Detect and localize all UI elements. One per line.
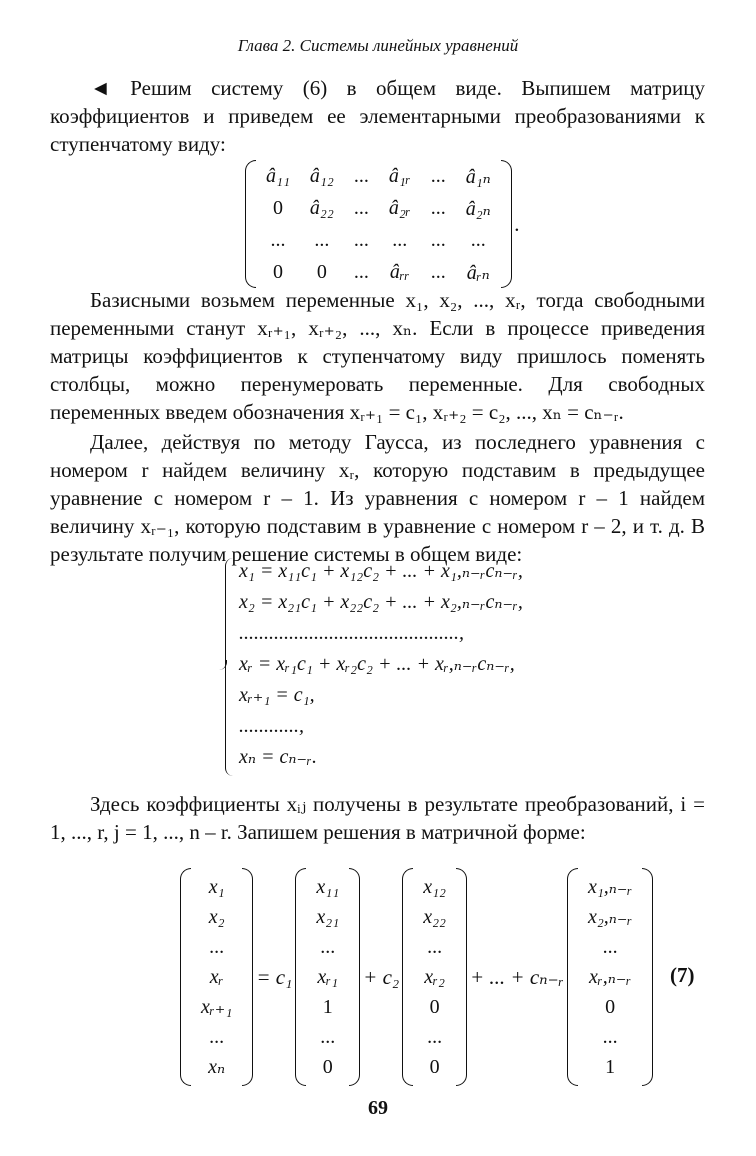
matrix-cell: ... bbox=[430, 228, 446, 251]
matrix-cell: ... bbox=[430, 260, 446, 283]
system-line: x₂ = x₂₁c₁ + x₂₂c₂ + ... + x₂,ₙ₋ᵣcₙ₋ᵣ, bbox=[239, 591, 523, 613]
matrix-cell: â₂ₙ bbox=[465, 197, 491, 220]
paragraph-coefficients bbox=[50, 790, 705, 846]
matrix-cell: 0 bbox=[272, 260, 283, 283]
vector-entry: 0 bbox=[429, 1056, 440, 1078]
matrix-cell: ... bbox=[353, 260, 369, 283]
vector-entry: 1 bbox=[322, 996, 333, 1018]
matrix-row bbox=[256, 256, 501, 288]
lhs-column-vector bbox=[180, 868, 253, 1086]
matrix-cell: ... bbox=[270, 228, 286, 251]
matrix-cell: ... bbox=[430, 196, 446, 219]
paragraph-gauss-text: Далее, действуя по методу Гаусса, из последнего уравнения с номером r найдем величину xᵣ, которую подставим в предыдущее уравнение с номером r – 1. Из уравнения с номером r – 1 найдем величину xᵣ₋₁, которую подставим в уравнение с номером r – 2, и т. д. В результате получим решение системы в общем виде: bbox=[50, 430, 705, 566]
matrix-cell: â₂₂ bbox=[309, 196, 334, 219]
vector-entry: ... bbox=[602, 1026, 618, 1048]
system-line: xₙ = cₙ₋ᵣ. bbox=[239, 746, 317, 768]
vector-entry: x₁ bbox=[208, 876, 225, 898]
vector-entry: ... bbox=[209, 1026, 225, 1048]
matrix-row bbox=[256, 160, 501, 192]
vector-entry: 0 bbox=[429, 996, 440, 1018]
plus-dots-cnr: + ... + cₙ₋ᵣ bbox=[470, 964, 564, 989]
matrix-cell: ... bbox=[314, 228, 330, 251]
matrix-cell: âᵣₙ bbox=[466, 261, 490, 284]
vector-entry: x₂₂ bbox=[423, 906, 446, 928]
vector-entry: ... bbox=[427, 936, 443, 958]
matrix-cell: ... bbox=[430, 164, 446, 187]
running-header: Глава 2. Системы линейных уравнений bbox=[237, 36, 519, 55]
matrix-trailing-punct: . bbox=[514, 211, 520, 236]
vector-entry: x₁,ₙ₋ᵣ bbox=[587, 876, 633, 898]
matrix-cell: â₁ᵣ bbox=[388, 164, 411, 187]
matrix-cell: â₂ᵣ bbox=[388, 196, 411, 219]
vector-entry: xᵣ₂ bbox=[424, 966, 445, 988]
matrix-table bbox=[256, 160, 501, 288]
matrix-cell: â₁₁ bbox=[266, 164, 290, 187]
vector-entry: 0 bbox=[322, 1056, 333, 1078]
matrix-left-bracket bbox=[245, 160, 256, 288]
vector-entry: xₙ bbox=[208, 1056, 226, 1078]
column-vector-1 bbox=[295, 868, 360, 1086]
system-line: xᵣ = xᵣ₁c₁ + xᵣ₂c₂ + ... + xᵣ,ₙ₋ᵣcₙ₋ᵣ, bbox=[239, 653, 515, 675]
vector-entry: ... bbox=[602, 936, 618, 958]
system-line: ............................................, bbox=[239, 622, 464, 644]
matrix-cell: 0 bbox=[316, 260, 327, 283]
matrix-solution-equation bbox=[180, 868, 653, 1086]
vector-entry: x₂,ₙ₋ᵣ bbox=[587, 906, 633, 928]
system-line: ............, bbox=[239, 715, 304, 737]
matrix-row bbox=[256, 224, 501, 256]
paragraph-coefficients-text: Здесь коэффициенты xᵢⱼ получены в результате преобразований, i = 1, ..., r, j = 1, ..., n – r. Запишем решения в матричной форме: bbox=[50, 792, 705, 844]
matrix-cell: âᵣᵣ bbox=[389, 260, 410, 283]
page-number: 69 bbox=[368, 1097, 388, 1119]
equation-number: (7) bbox=[670, 963, 695, 987]
plus-c2: + c₂ bbox=[363, 964, 400, 989]
vector-entry: ... bbox=[320, 936, 336, 958]
matrix-cell: ... bbox=[470, 228, 486, 251]
paragraph-basis bbox=[50, 286, 705, 426]
paragraph-gauss bbox=[50, 428, 705, 568]
vector-entry: xᵣ₊₁ bbox=[201, 996, 233, 1018]
matrix-cell: â₁₂ bbox=[309, 164, 334, 187]
matrix-cell: 0 bbox=[272, 196, 283, 219]
vector-entry: x₁₂ bbox=[423, 876, 446, 898]
paragraph-basis-text: Базисными возьмем переменные x₁, x₂, ..., xᵣ, тогда свободными переменными станут xᵣ₊₁, xᵣ₊₂, ..., xₙ. Если в процессе приведения матрицы коэффициентов к ступенчатому виду пришлось поменять столбцы, можно перенумеровать переменные. Для свободных переменных введем обозначения xᵣ₊₁ = c₁, xᵣ₊₂ = c₂, ..., xₙ = cₙ₋ᵣ. bbox=[50, 288, 705, 424]
system-brace bbox=[225, 558, 234, 776]
vector-entry: ... bbox=[320, 1026, 336, 1048]
vector-entry: xᵣ₁ bbox=[317, 966, 339, 988]
paragraph-intro-text: ◄ Решим систему (6) в общем виде. Выпишем матрицу коэффициентов и приведем ее элементарными преобразованиями к ступенчатому виду: bbox=[50, 76, 705, 156]
matrix-row bbox=[256, 192, 501, 224]
vector-entry: xᵣ,ₙ₋ᵣ bbox=[588, 966, 632, 988]
column-vector-2 bbox=[402, 868, 467, 1086]
matrix-cell: â₁ₙ bbox=[465, 165, 491, 188]
vector-entry: ... bbox=[209, 936, 225, 958]
vector-entry: 0 bbox=[605, 996, 616, 1018]
matrix-cell: ... bbox=[392, 228, 408, 251]
system-line: xᵣ₊₁ = c₁, bbox=[239, 684, 315, 706]
vector-entry: 1 bbox=[605, 1056, 616, 1078]
matrix-right-bracket bbox=[501, 160, 512, 288]
matrix-cell: ... bbox=[353, 228, 369, 251]
equals-c1: = c₁ bbox=[256, 964, 293, 989]
paragraph-intro bbox=[50, 74, 705, 158]
system-line: x₁ = x₁₁c₁ + x₁₂c₂ + ... + x₁,ₙ₋ᵣcₙ₋ᵣ, bbox=[239, 560, 523, 582]
vector-entry: ... bbox=[427, 1026, 443, 1048]
coefficient-matrix bbox=[245, 160, 523, 293]
vector-entry: x₂ bbox=[208, 906, 225, 928]
vector-entry: x₁₁ bbox=[316, 876, 340, 898]
matrix-cell: ... bbox=[353, 164, 369, 187]
matrix-cell: ... bbox=[353, 196, 369, 219]
vector-entry: xᵣ bbox=[209, 966, 224, 988]
column-vector-n-r bbox=[567, 868, 653, 1086]
vector-entry: x₂₁ bbox=[316, 906, 340, 928]
